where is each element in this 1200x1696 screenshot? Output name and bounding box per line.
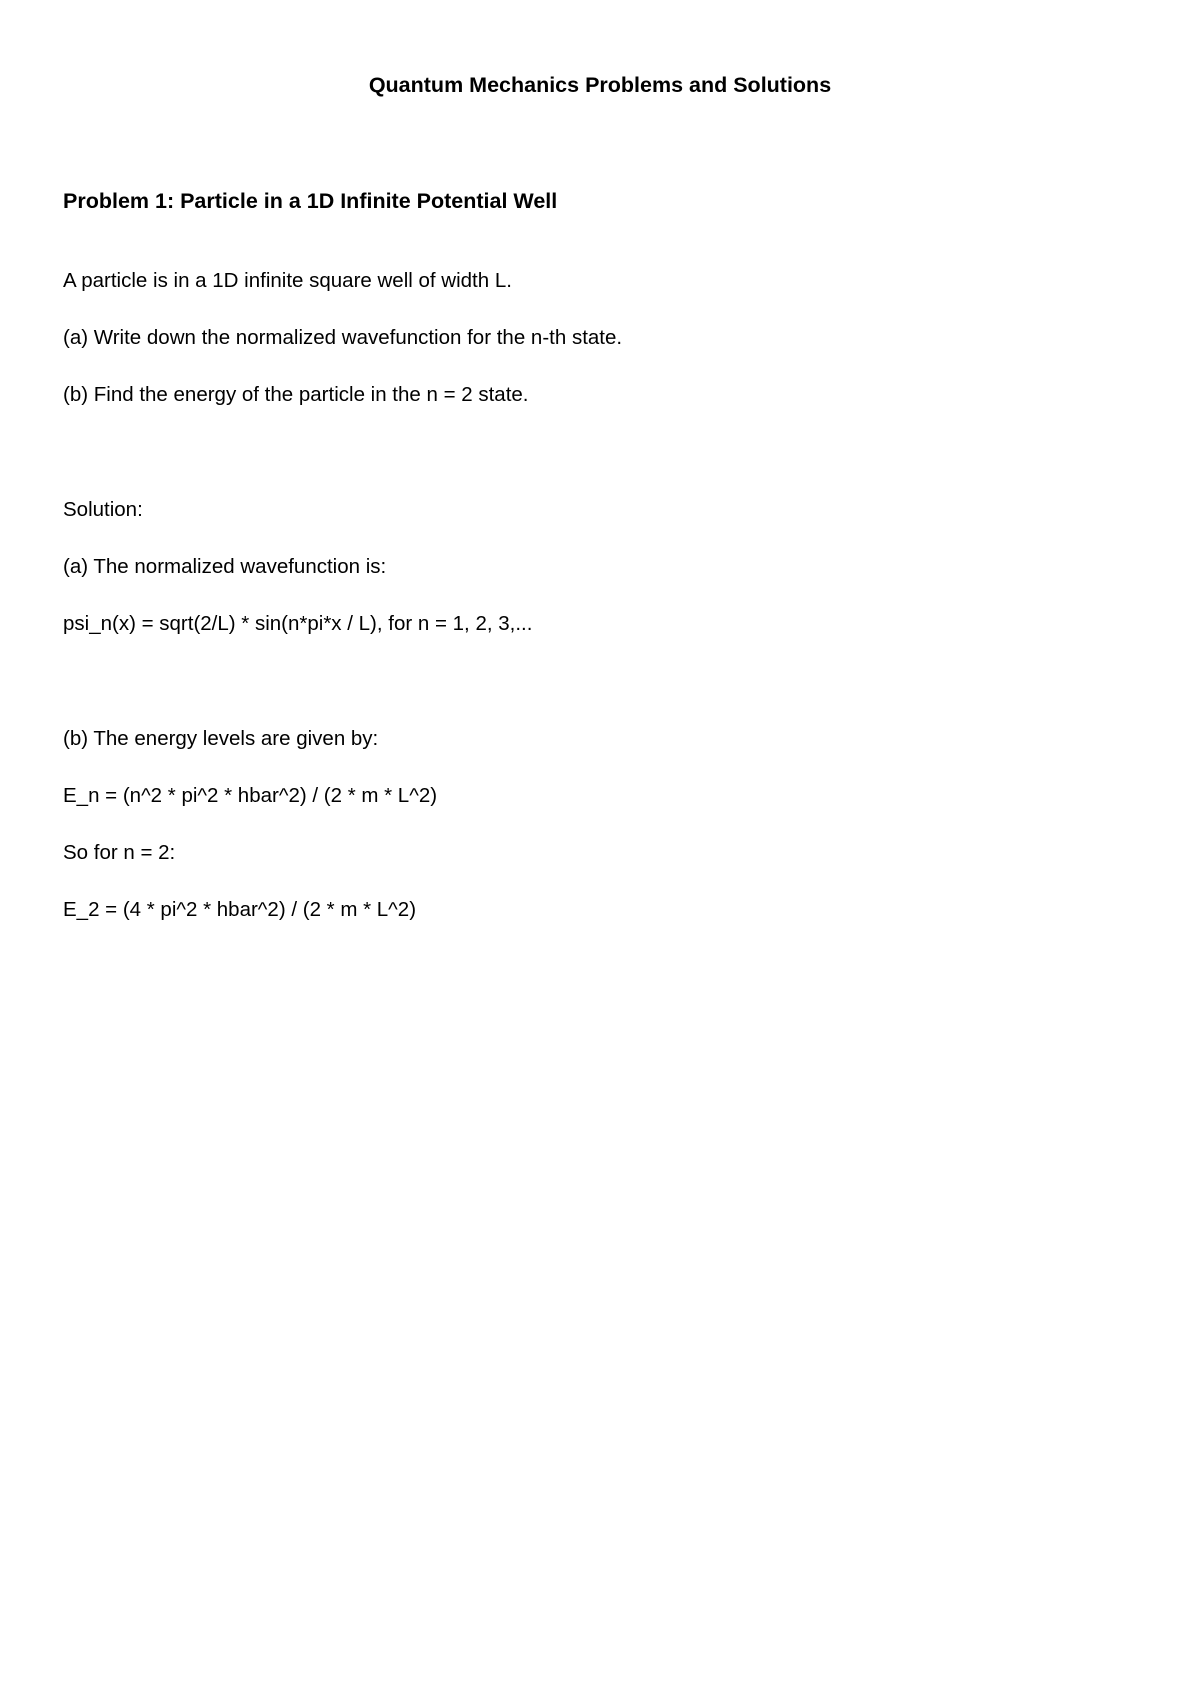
solution-a-formula: psi_n(x) = sqrt(2/L) * sin(n*pi*x / L), for n = 1, 2, 3,... xyxy=(63,612,533,635)
problem-part-a: (a) Write down the normalized wavefunction for the n-th state. xyxy=(63,326,623,349)
solution-b-intro: (b) The energy levels are given by: xyxy=(63,727,379,750)
solution-a-intro: (a) The normalized wavefunction is: xyxy=(63,555,387,578)
solution-b-case: So for n = 2: xyxy=(63,841,176,864)
problem-heading: Problem 1: Particle in a 1D Infinite Potential Well xyxy=(63,189,558,213)
solution-b-formula: E_n = (n^2 * pi^2 * hbar^2) / (2 * m * L^2) xyxy=(63,784,438,807)
solution-b-result: E_2 = (4 * pi^2 * hbar^2) / (2 * m * L^2) xyxy=(63,898,417,921)
document-title: Quantum Mechanics Problems and Solutions xyxy=(368,73,832,97)
solution-label: Solution: xyxy=(63,498,143,521)
problem-statement: A particle is in a 1D infinite square well of width L. xyxy=(63,269,512,292)
problem-part-b: (b) Find the energy of the particle in the n = 2 state. xyxy=(63,383,529,406)
